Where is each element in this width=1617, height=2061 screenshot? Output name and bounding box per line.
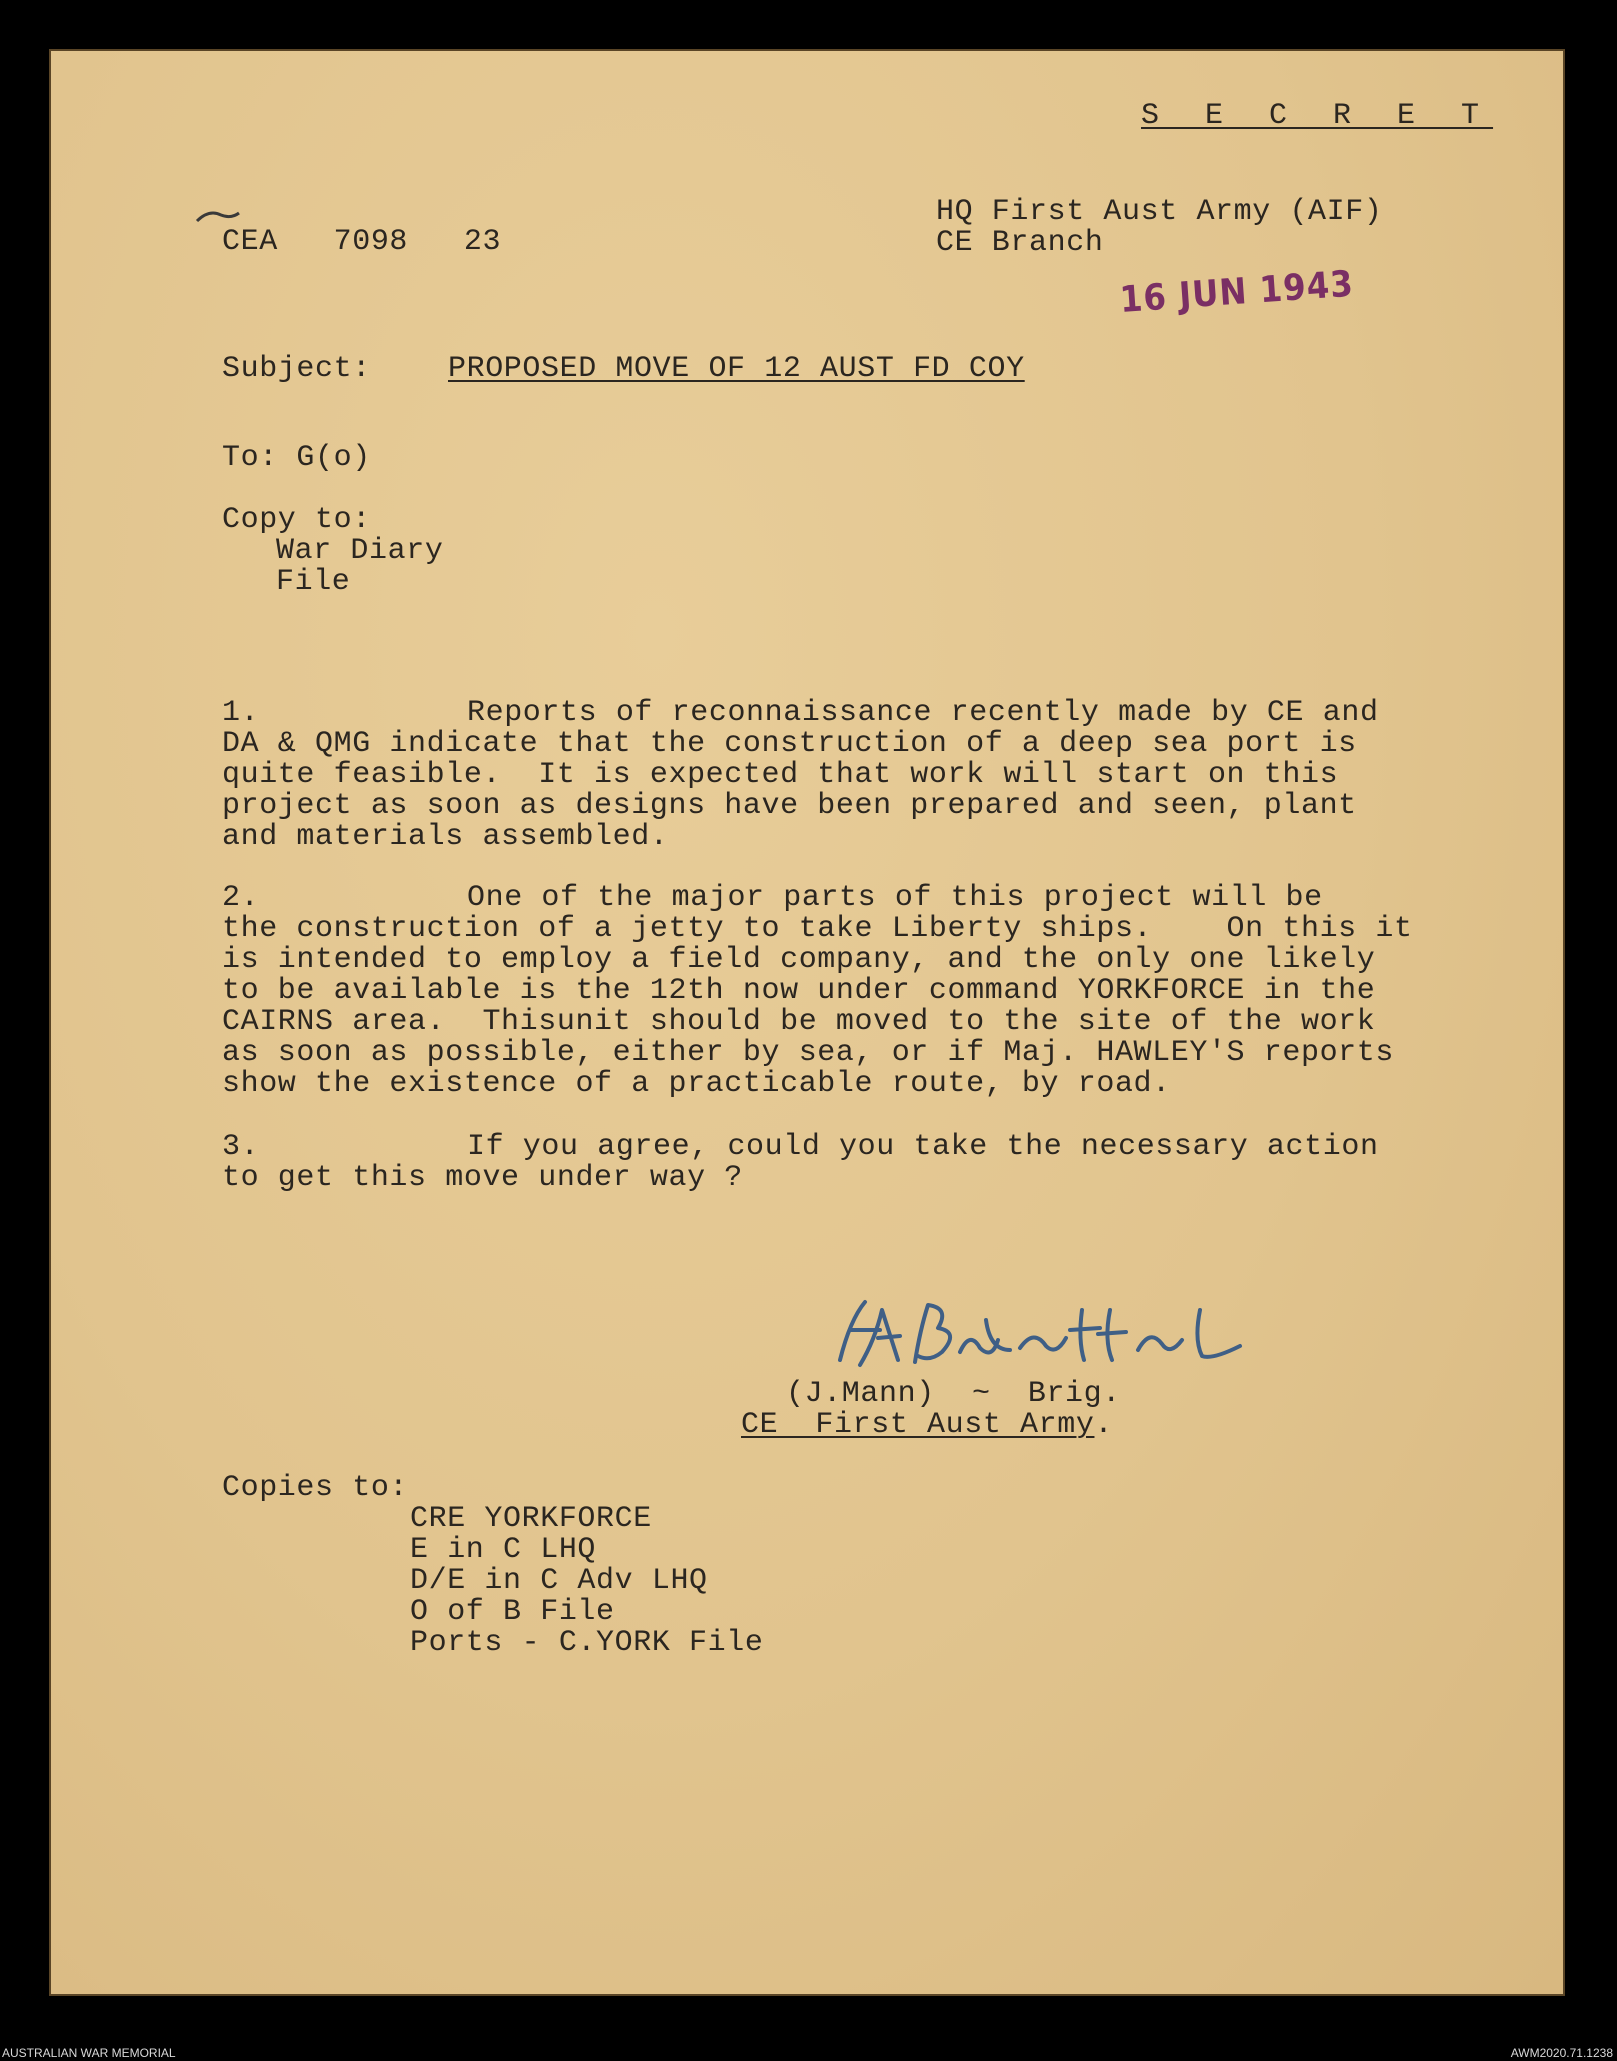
copies-to-item: E in C LHQ: [410, 1533, 597, 1567]
paragraph-line: is intended to employ a field company, and the only one likely: [222, 943, 1376, 977]
copy-to-item: War Diary: [276, 534, 444, 568]
copy-to-item: File: [276, 565, 351, 599]
header-branch: CE Branch: [936, 226, 1104, 260]
paragraph-line: CAIRNS area. Thisunit should be moved to the site of the work: [222, 1005, 1376, 1039]
copies-to-item: D/E in C Adv LHQ: [410, 1564, 708, 1598]
archive-credit: AUSTRALIAN WAR MEMORIAL: [2, 2046, 176, 2060]
date-stamp: 16 JUN 1943: [1118, 263, 1356, 321]
paragraph-line: the construction of a jetty to take Liberty ships. On this it: [222, 912, 1413, 946]
subject-label: Subject:: [222, 352, 371, 386]
paragraph-line: to get this move under way ?: [222, 1161, 743, 1195]
paragraph-line: to be available is the 12th now under command YORKFORCE in the: [222, 974, 1376, 1008]
paragraph-line: DA & QMG indicate that the construction of a deep sea port is: [222, 727, 1357, 761]
copy-to-label: Copy to:: [222, 503, 371, 537]
paragraph-line: show the existence of a practicable route, by road.: [222, 1067, 1171, 1101]
header-organisation: HQ First Aust Army (AIF): [936, 195, 1383, 229]
paragraph-line: quite feasible. It is expected that work will start on this: [222, 758, 1339, 792]
classification-mark: S E C R E T: [1141, 99, 1494, 133]
addressee: To: G(o): [222, 441, 371, 475]
subject-text: PROPOSED MOVE OF 12 AUST FD COY: [448, 352, 1025, 386]
paragraph-line: as soon as possible, either by sea, or if Maj. HAWLEY'S reports: [222, 1036, 1394, 1070]
signatory-title-end: .: [1094, 1408, 1114, 1442]
paragraph-line: Reports of reconnaissance recently made by CE and: [467, 696, 1379, 730]
handwritten-signature: [820, 1290, 1270, 1380]
copies-to-label: Copies to:: [222, 1471, 409, 1505]
paragraph-number: 1.: [222, 696, 260, 730]
copies-to-item: CRE YORKFORCE: [410, 1502, 652, 1536]
paragraph-line: project as soon as designs have been prepared and seen, plant: [222, 789, 1357, 823]
file-reference: CEA 7098 23: [222, 225, 502, 259]
copies-to-item: O of B File: [410, 1595, 615, 1629]
paragraph-number: 2.: [222, 881, 260, 915]
paragraph-line: One of the major parts of this project will be: [467, 881, 1323, 915]
paragraph-line: and materials assembled.: [222, 820, 669, 854]
signatory-name: (J.Mann) ~ Brig.: [786, 1377, 1121, 1411]
paragraph-number: 3.: [222, 1130, 260, 1164]
archive-reference: AWM2020.71.1238: [1510, 2046, 1613, 2060]
copies-to-item: Ports - C.YORK File: [410, 1626, 764, 1660]
signatory-title: CE First Aust Army: [741, 1408, 1095, 1442]
paragraph-line: If you agree, could you take the necessary action: [467, 1130, 1379, 1164]
